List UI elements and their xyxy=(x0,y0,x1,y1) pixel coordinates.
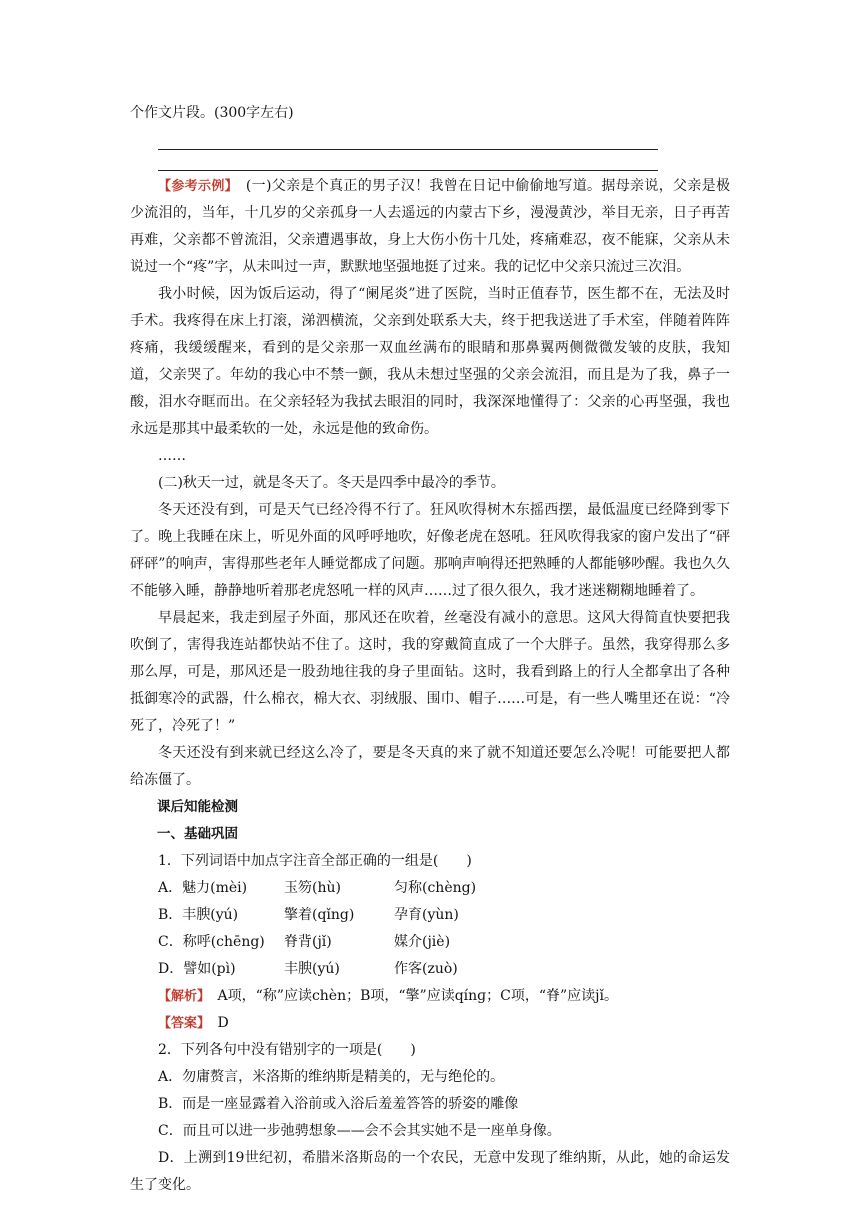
subsection-title: 一、基础巩固 xyxy=(157,826,238,842)
option-cell: 脊背(jǐ) xyxy=(284,934,332,950)
example-paragraph-3: (二)秋天一过，就是冬天了。冬天是四季中最冷的季节。 xyxy=(158,475,505,491)
example-text-1: (一)父亲是个真正的男子汉！我曾在日记中偷偷地写道。据母亲说，父亲是极少流泪的，当年，十几岁的父亲孤身一人去遥远的内蒙古下乡，漫漫黄沙，举目无亲，日子再苦再难，父亲都不曾流泪，父亲遭遇事故，身上大伤小伤十几处，疼痛难忍，夜不能寐，父亲从未说过一个“疼”字，从未叫过一声，默默地坚强地挺了过来。我的记忆中父亲只流过三次泪。 xyxy=(130,178,731,275)
option-cell: A．魅力(mèi) xyxy=(158,880,248,896)
question-2-option-c: C．而且可以进一步弛骋想象——会不会其实她不是一座单身像。 xyxy=(158,1123,561,1139)
option-cell: 媒介(jiè) xyxy=(394,934,451,950)
option-cell: B．丰腴(yú) xyxy=(158,907,239,923)
answer-tag: 【答案】 xyxy=(158,1016,204,1031)
document-page xyxy=(130,100,730,1199)
section-title: 课后知能检测 xyxy=(157,799,238,815)
answer-line-2 xyxy=(158,170,658,171)
option-cell: 丰腴(yú) xyxy=(284,961,340,977)
question-2-option-b: B．而是一座显露着入浴前或入浴后羞羞答答的骄姿的雕像 xyxy=(158,1096,519,1112)
intro-line: 个作文片段。(300字左右) xyxy=(130,105,294,121)
question-1-stem: 1．下列词语中加点字注音全部正确的一组是( ) xyxy=(158,853,472,869)
question-1-option-b xyxy=(130,902,730,929)
option-cell: D．譬如(pì) xyxy=(158,961,236,977)
question-1-option-a xyxy=(130,875,730,902)
question-1-answer xyxy=(130,1010,730,1037)
example-paragraph-2: 我小时候，因为饭后运动，得了“阑尾炎”进了医院，当时正值春节，医生都不在，无法及时手术。我疼得在床上打滚，涕泗横流，父亲到处联系大夫，终于把我送进了手术室，伴随着阵阵疼痛，我缓缓醒来，看到的是父亲那一双血丝满布的眼睛和那鼻翼两侧微微发皱的皮肤，我知道，父亲哭了。年幼的我心中不禁一颤，我从未想过坚强的父亲会流泪，而且是为了我，鼻子一酸，泪水夺眶而出。在父亲轻轻为我拭去眼泪的同时，我深深地懂得了：父亲的心再坚强，我也永远是那其中最柔软的一处，永远是他的致命伤。 xyxy=(130,286,730,437)
question-1-option-c xyxy=(130,929,730,956)
analysis-text: A项，“称”应读chèn；B项，“擎”应读qínɡ；C项，“脊”应读jǐ。 xyxy=(217,988,618,1004)
option-cell: 作客(zuò) xyxy=(394,961,458,977)
example-paragraph-5: 早晨起来，我走到屋子外面，那风还在吹着，丝毫没有减小的意思。这风大得简直快要把我吹倒了，害得我连站都快站不住了。这时，我的穿戴简直成了一个大胖子。虽然，我穿得那么多那么厚，可是，那风还是一股劲地往我的身子里面钻。这时，我看到路上的行人全都拿出了各种抵御寒冷的武器，什么棉衣，棉大衣、羽绒服、围巾、帽子……可是，有一些人嘴里还在说：“冷死了，冷死了！” xyxy=(130,610,730,734)
analysis-tag: 【解析】 xyxy=(158,989,204,1004)
option-cell: 玉笏(hù) xyxy=(284,880,341,896)
question-1-option-d xyxy=(130,956,730,983)
question-2-option-a: A．勿庸赘言，米洛斯的维纳斯是精美的，无与绝伦的。 xyxy=(158,1069,505,1085)
example-paragraph-4: 冬天还没有到，可是天气已经冷得不行了。狂风吹得树木东摇西摆，最低温度已经降到零下了。晚上我睡在床上，听见外面的风呼呼地吹，好像老虎在怒吼。狂风吹得我家的窗户发出了“砰砰砰”的响声，害得那些老年人睡觉都成了问题。那响声响得还把熟睡的人都能够吵醒。我也久久不能够入睡，静静地听着那老虎怒吼一样的风声……过了很久很久，我才迷迷糊糊地睡着了。 xyxy=(130,502,730,599)
option-cell: 匀称(chèng) xyxy=(394,880,477,896)
option-cell: 擎着(qǐng) xyxy=(284,907,355,923)
answer-line-1 xyxy=(158,149,658,150)
question-1-analysis xyxy=(130,983,730,1010)
example-paragraph-6: 冬天还没有到来就已经这么冷了，要是冬天真的来了就不知道还要怎么冷呢！可能要把人都给冻僵了。 xyxy=(130,745,730,788)
answer-text: D xyxy=(217,1015,229,1031)
question-2-option-d: D．上溯到19世纪初，希腊米洛斯岛的一个农民，无意中发现了维纳斯，从此，她的命运发生了变化。 xyxy=(130,1150,730,1193)
option-cell: C．称呼(chēng) xyxy=(158,934,265,950)
option-cell: 孕育(yùn) xyxy=(394,907,459,923)
example-ellipsis: …… xyxy=(158,448,186,464)
example-tag: 【参考示例】 xyxy=(158,179,232,194)
question-2-stem: 2．下列各句中没有错别字的一项是( ) xyxy=(158,1042,416,1058)
example-paragraph-1 xyxy=(130,173,730,281)
